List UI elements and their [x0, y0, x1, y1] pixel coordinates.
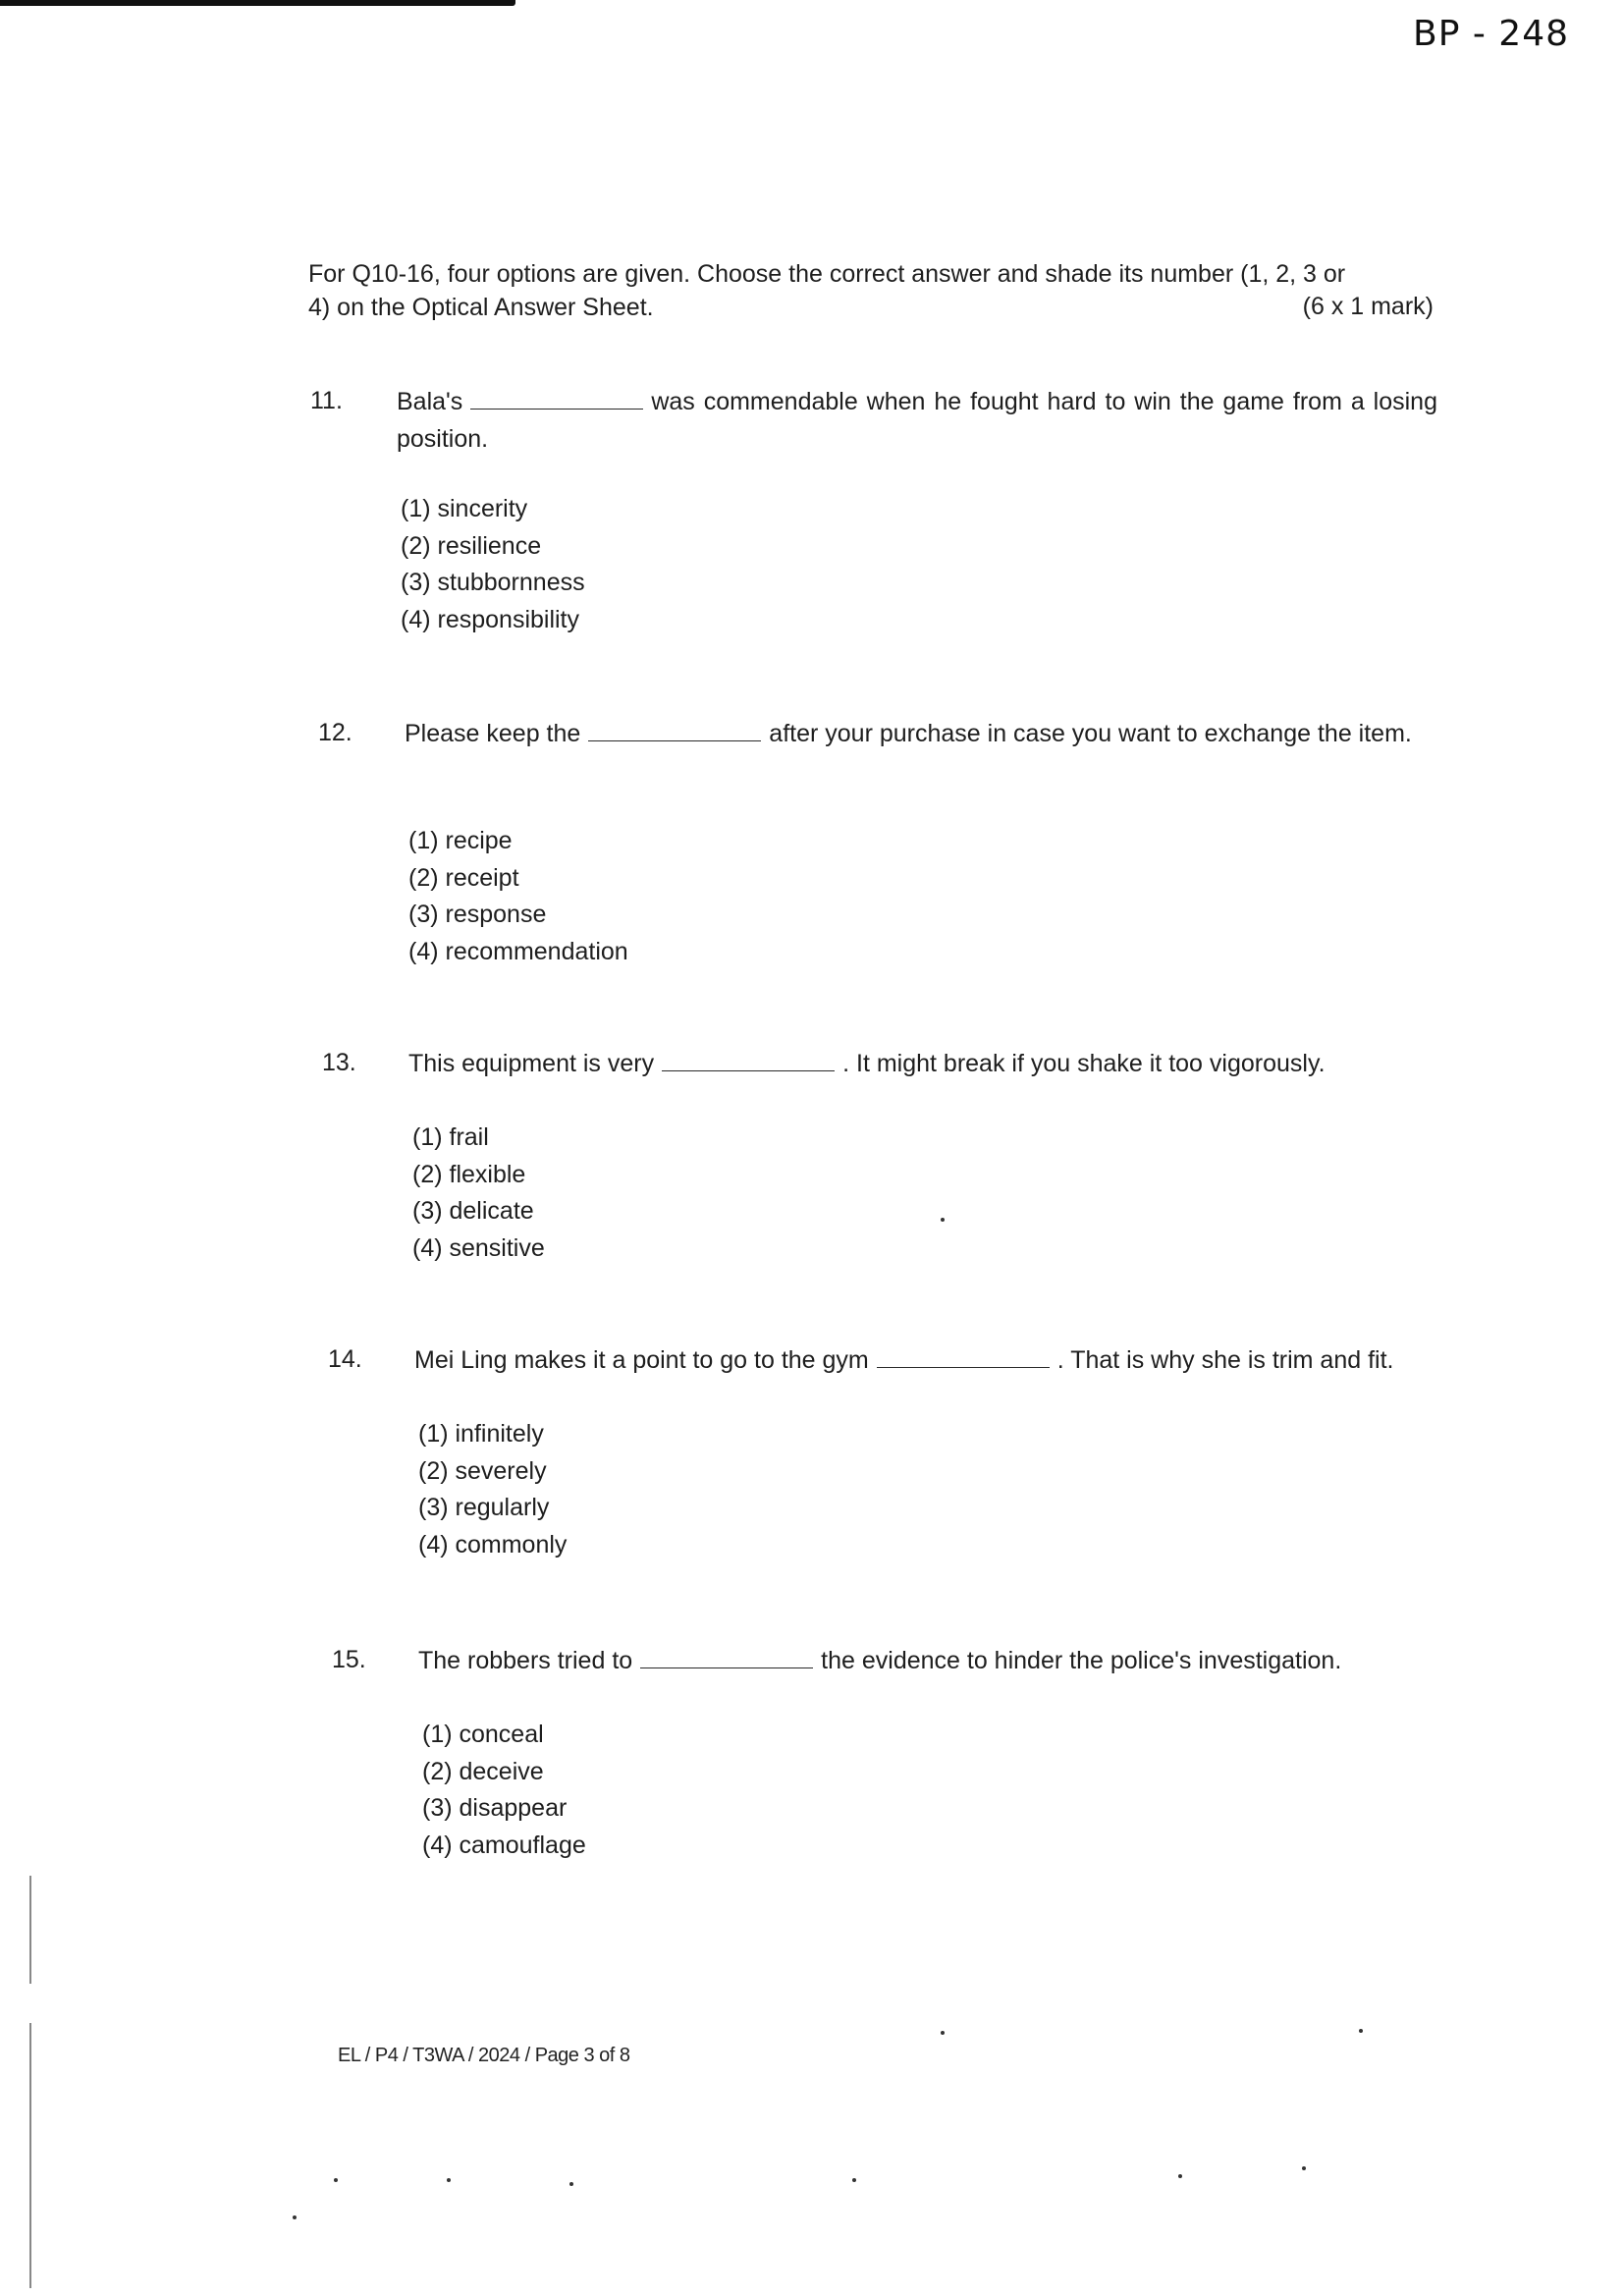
stem-before: Bala's	[397, 388, 463, 415]
option-2: (2) resilience	[401, 531, 542, 560]
options-list	[401, 491, 585, 638]
options-list	[422, 1717, 586, 1864]
section-instructions	[308, 257, 1434, 324]
option-3: (3) stubbornness	[401, 569, 585, 596]
scan-edge-line	[29, 2023, 31, 2288]
scan-speck	[941, 2031, 945, 2035]
stem-before: The robbers tried to	[418, 1647, 633, 1674]
scan-speck	[293, 2215, 297, 2219]
option-1: (1) conceal	[422, 1721, 544, 1748]
option-4: (4) camouflage	[422, 1831, 586, 1859]
question-stem	[408, 1045, 1449, 1082]
option-4: (4) responsibility	[401, 605, 580, 633]
question-number: 15.	[332, 1646, 366, 1673]
option-1: (1) sincerity	[401, 495, 528, 522]
paper-code: BP - 248	[1413, 14, 1569, 54]
question-number: 13.	[322, 1049, 356, 1076]
stem-after: was commendable when he fought hard to win the game from a losing position.	[397, 388, 1437, 453]
option-4: (4) commonly	[418, 1530, 568, 1558]
option-2: (2) deceive	[422, 1757, 544, 1785]
option-2: (2) severely	[418, 1456, 547, 1485]
stem-before: Please keep the	[405, 720, 581, 747]
option-3: (3) delicate	[412, 1197, 534, 1225]
stem-before: Mei Ling makes it a point to go to the gym	[414, 1346, 869, 1374]
scan-speck	[334, 2178, 338, 2182]
answer-blank	[662, 1051, 835, 1071]
scan-speck	[1302, 2166, 1306, 2170]
instruction-line-1: For Q10-16, four options are given. Choose the correct answer and shade its number (1, 2, 3 or	[308, 260, 1346, 288]
question-stem	[405, 715, 1445, 752]
scan-speck	[852, 2178, 856, 2182]
page-footer: EL / P4 / T3WA / 2024 / Page 3 of 8	[338, 2045, 630, 2066]
stem-after: the evidence to hinder the police's investigation.	[821, 1647, 1342, 1674]
option-2: (2) receipt	[408, 863, 519, 892]
option-4: (4) sensitive	[412, 1233, 545, 1262]
question-stem	[397, 383, 1437, 458]
marks-allocation: (6 x 1 mark)	[1302, 293, 1434, 320]
question-number: 11.	[310, 387, 343, 414]
option-3: (3) regularly	[418, 1494, 550, 1521]
scan-speck	[569, 2182, 573, 2186]
scan-speck	[447, 2178, 451, 2182]
stem-after: after your purchase in case you want to exchange the item.	[769, 720, 1412, 747]
question-number: 12.	[318, 719, 352, 746]
stem-before: This equipment is very	[408, 1050, 655, 1077]
top-edge-bar	[0, 0, 515, 6]
answer-blank	[640, 1648, 813, 1668]
question-stem	[414, 1341, 1455, 1379]
question-number: 14.	[328, 1345, 362, 1373]
option-4: (4) recommendation	[408, 937, 628, 965]
stem-after: . That is why she is trim and fit.	[1056, 1346, 1394, 1374]
option-2: (2) flexible	[412, 1160, 526, 1188]
options-list	[412, 1120, 545, 1267]
answer-blank	[470, 389, 643, 410]
scan-speck	[941, 1218, 945, 1222]
scan-speck	[1178, 2174, 1182, 2178]
question-stem	[418, 1642, 1459, 1679]
option-3: (3) response	[408, 901, 547, 928]
options-list	[418, 1416, 567, 1563]
stem-after: . It might break if you shake it too vigorously.	[842, 1050, 1326, 1077]
option-1: (1) infinitely	[418, 1420, 544, 1448]
option-1: (1) recipe	[408, 827, 513, 854]
scan-edge-line	[29, 1876, 31, 1984]
option-3: (3) disappear	[422, 1794, 568, 1822]
answer-blank	[588, 721, 761, 741]
answer-blank	[877, 1347, 1050, 1368]
options-list	[408, 823, 628, 970]
scan-speck	[1359, 2029, 1363, 2033]
option-1: (1) frail	[412, 1123, 489, 1151]
instruction-line-2: 4) on the Optical Answer Sheet.	[308, 294, 654, 321]
